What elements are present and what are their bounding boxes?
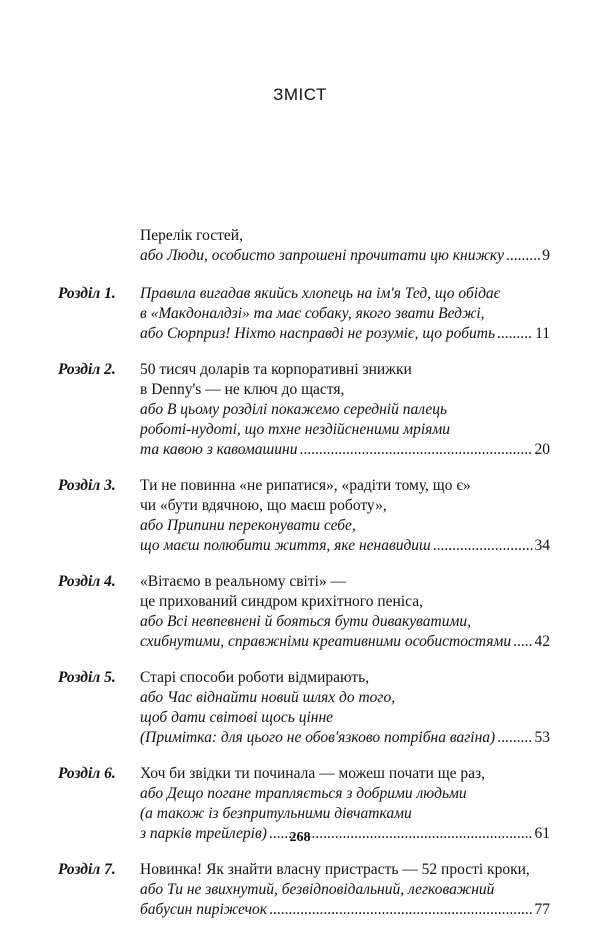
chapter-label: Розділ 3. [58, 477, 116, 494]
dot-leader [497, 728, 532, 748]
entry-line: (а також із безпритульними дівчатками [140, 805, 412, 822]
toc-entry [0, 284, 600, 344]
dot-leader [269, 900, 532, 920]
entry-final-line [140, 246, 550, 266]
dot-leader [506, 246, 540, 266]
toc-entry [0, 476, 600, 556]
entry-final-line [140, 536, 550, 556]
page-ref: 11 [535, 325, 550, 342]
entry-text [140, 360, 550, 460]
entry-text [140, 860, 550, 920]
entry-final-line [140, 324, 550, 344]
entry-line: чи «бути вдячною, що маєш роботу», [140, 497, 387, 514]
entry-text [140, 476, 550, 556]
entry-text [140, 226, 550, 266]
entry-line: та кавою з кавомашини [140, 441, 298, 458]
entry-line: щоб дати світові щось цінне [140, 709, 334, 726]
chapter-label: Розділ 6. [58, 765, 116, 782]
page-ref: 42 [534, 633, 550, 650]
chapter-label: Розділ 2. [58, 361, 116, 378]
entry-line: з парків трейлерів) [140, 825, 267, 842]
entry-line: в Denny's — не ключ до щастя, [140, 381, 345, 398]
entry-line: або Люди, особисто запрошені прочитати цю книжку [140, 247, 505, 264]
entry-line: або В цьому розділі покажемо середній палець [140, 401, 448, 418]
entry-line: Перелік гостей, [140, 227, 243, 244]
entry-line: в «Макдоналдзі» та має собаку, якого звати Веджі, [140, 305, 485, 322]
entry-line: схибнутими, справжніми креативними особистостями [140, 633, 512, 650]
entry-line: або Ти не звихнутий, безвідповідальний, легковажний [140, 881, 495, 898]
toc-entry [0, 668, 600, 748]
entry-line: або Час віднайти новий шлях до того, [140, 689, 396, 706]
chapter-label: Розділ 5. [58, 669, 116, 686]
entry-final-line [140, 900, 550, 920]
entry-final-line [140, 632, 550, 652]
entry-line: або Дещо погане трапляється з добрими людьми [140, 785, 467, 802]
entry-line: це прихований синдром крихітного пеніса, [140, 593, 423, 610]
page-ref: 20 [534, 441, 550, 458]
entry-line: роботі-нудоті, що тхне нездійсненими мріями [140, 421, 450, 438]
entry-line: або Припини переконувати себе, [140, 517, 356, 534]
chapter-label: Розділ 1. [58, 285, 116, 302]
entry-text [140, 284, 550, 344]
entry-line: або Сюрприз! Ніхто насправді не розуміє, що робить [140, 325, 496, 342]
entry-line: Ти не повинна «не рипатися», «радіти тому, що є» [140, 477, 471, 494]
page-ref: 53 [534, 729, 550, 746]
entry-final-line [140, 728, 550, 748]
entry-line: бабусин пиріжечок [140, 901, 268, 918]
entry-text [140, 572, 550, 652]
toc-entry [0, 572, 600, 652]
page-ref: 9 [542, 247, 550, 264]
entry-text [140, 668, 550, 748]
page-ref: 61 [534, 825, 550, 842]
toc-entry [0, 226, 600, 266]
entry-line: Правила вигадав якийсь хлопець на ім'я Тед, що обідає [140, 285, 501, 302]
entry-line: (Примітка: для цього не обов'язково потрібна вагіна) [140, 729, 496, 746]
chapter-label: Розділ 7. [58, 861, 116, 878]
toc-heading: ЗМІСТ [273, 85, 327, 104]
entry-final-line [140, 440, 550, 460]
dot-leader [433, 536, 533, 556]
entry-line: Старі способи роботи відмирають, [140, 669, 370, 686]
entry-line: Хоч би звідки ти починала — можеш почати ще раз, [140, 765, 486, 782]
entry-line: Новинка! Як знайти власну пристрасть — 52 прості кроки, [140, 861, 530, 878]
entry-line: або Всі невпевнені й бояться бути дивакуватими, [140, 613, 471, 630]
page-ref: 77 [534, 901, 550, 918]
toc-entry [0, 360, 600, 460]
dot-leader [513, 632, 532, 652]
entry-line: «Вітаємо в реальному світі» — [140, 573, 347, 590]
dot-leader [299, 440, 532, 460]
toc-entry [0, 860, 600, 920]
dot-leader [497, 324, 533, 344]
page-number: 268 [289, 830, 311, 845]
chapter-label: Розділ 4. [58, 573, 116, 590]
entry-line: 50 тисяч доларів та корпоративні знижки [140, 361, 412, 378]
page-ref: 34 [534, 537, 550, 554]
entry-line: що маєш полюбити життя, яке ненавидиш [140, 537, 431, 554]
